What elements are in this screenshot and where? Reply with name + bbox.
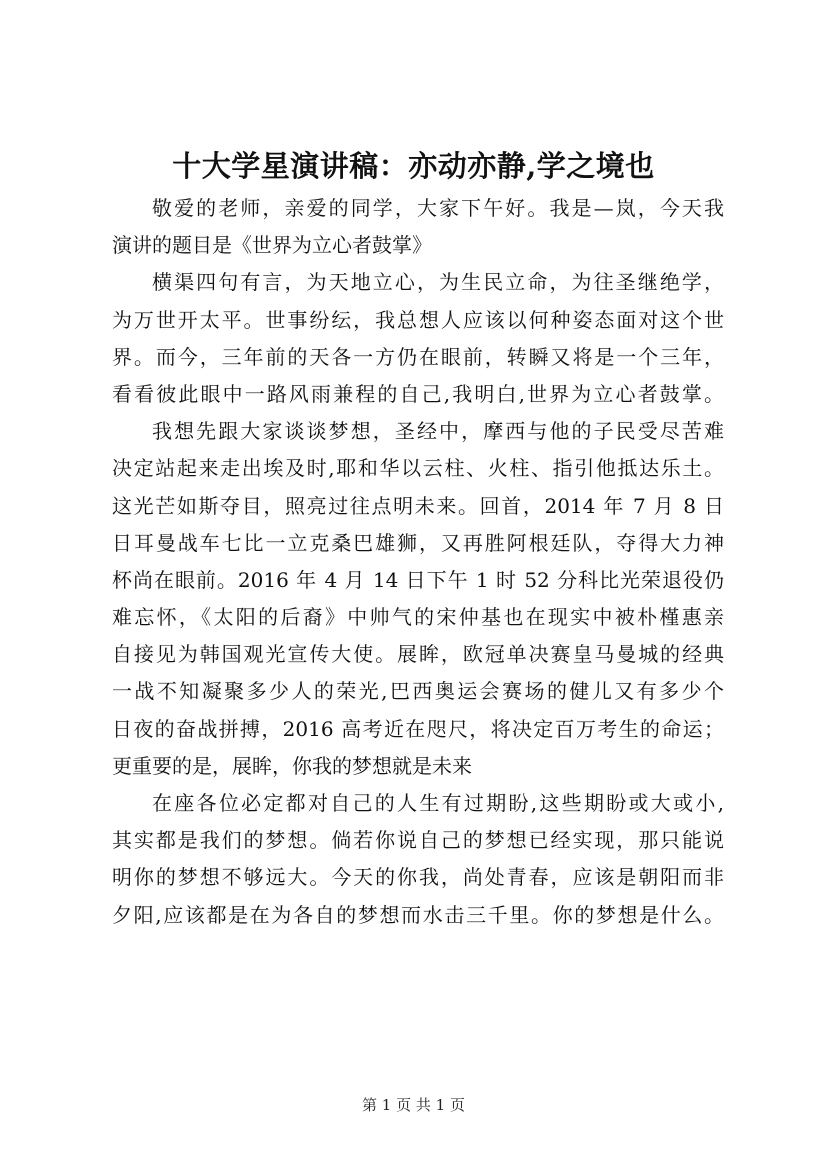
text-line: 日夜的奋战拼搏，2016 高考近在咫尺，将决定百万考生的命运； (112, 716, 724, 741)
text-line: 决定站起来走出埃及时,耶和华以云柱、火柱、指引他抵达乐土。 (112, 456, 724, 481)
text-line: 夕阳,应该都是在为各自的梦想而水击三千里。你的梦想是什么。 (112, 902, 724, 927)
paragraph (112, 413, 724, 785)
text-line: 看看彼此眼中一路风雨兼程的自己,我明白,世界为立心者鼓掌。 (112, 381, 724, 406)
text-line: 一战不知凝聚多少人的荣光,巴西奥运会赛场的健儿又有多少个 (112, 679, 724, 704)
text-line: 为万世开太平。世事纷纭，我总想人应该以何种姿态面对这个世 (112, 307, 724, 332)
text-line: 其实都是我们的梦想。倘若你说自己的梦想已经实现，那只能说 (112, 828, 724, 853)
text-line: 横渠四句有言，为天地立心，为生民立命，为往圣继绝学， (152, 270, 724, 295)
text-line: 界。而今，三年前的天各一方仍在眼前，转瞬又将是一个三年， (112, 344, 724, 369)
page-footer: 第 1 页 共 1 页 (362, 1096, 465, 1114)
text-line: 我想先跟大家谈谈梦想，圣经中，摩西与他的子民受尽苦难 (152, 419, 724, 444)
paragraph (112, 190, 724, 264)
document-title: 十大学星演讲稿：亦动亦静,学之境也 (172, 149, 655, 183)
text-line: 明你的梦想不够远大。今天的你我，尚处青春，应该是朝阳而非 (112, 865, 724, 890)
paragraph (112, 785, 724, 934)
text-line: 难忘怀，《太阳的后裔》中帅气的宋仲基也在现实中被朴槿惠亲 (112, 605, 724, 630)
text-line: 演讲的题目是《世界为立心者鼓掌》 (112, 233, 432, 258)
text-line: 敬爱的老师，亲爱的同学，大家下午好。我是—岚，今天我 (152, 196, 724, 220)
text-line: 更重要的是，展眸，你我的梦想就是未来 (112, 753, 472, 778)
text-line: 日耳曼战车七比一立克桑巴雄狮，又再胜阿根廷队，夺得大力神 (112, 530, 724, 555)
text-line: 杯尚在眼前。2016 年 4 月 14 日下午 1 时 52 分科比光荣退役仍 (112, 567, 724, 592)
text-line: 这光芒如斯夺目，照亮过往点明未来。回首，2014 年 7 月 8 日 (112, 493, 724, 518)
document-body (112, 190, 724, 934)
paragraph (112, 264, 724, 413)
text-line: 自接见为韩国观光宣传大使。展眸，欧冠单决赛皇马曼城的经典 (112, 642, 724, 667)
text-line: 在座各位必定都对自己的人生有过期盼,这些期盼或大或小, (152, 791, 724, 815)
